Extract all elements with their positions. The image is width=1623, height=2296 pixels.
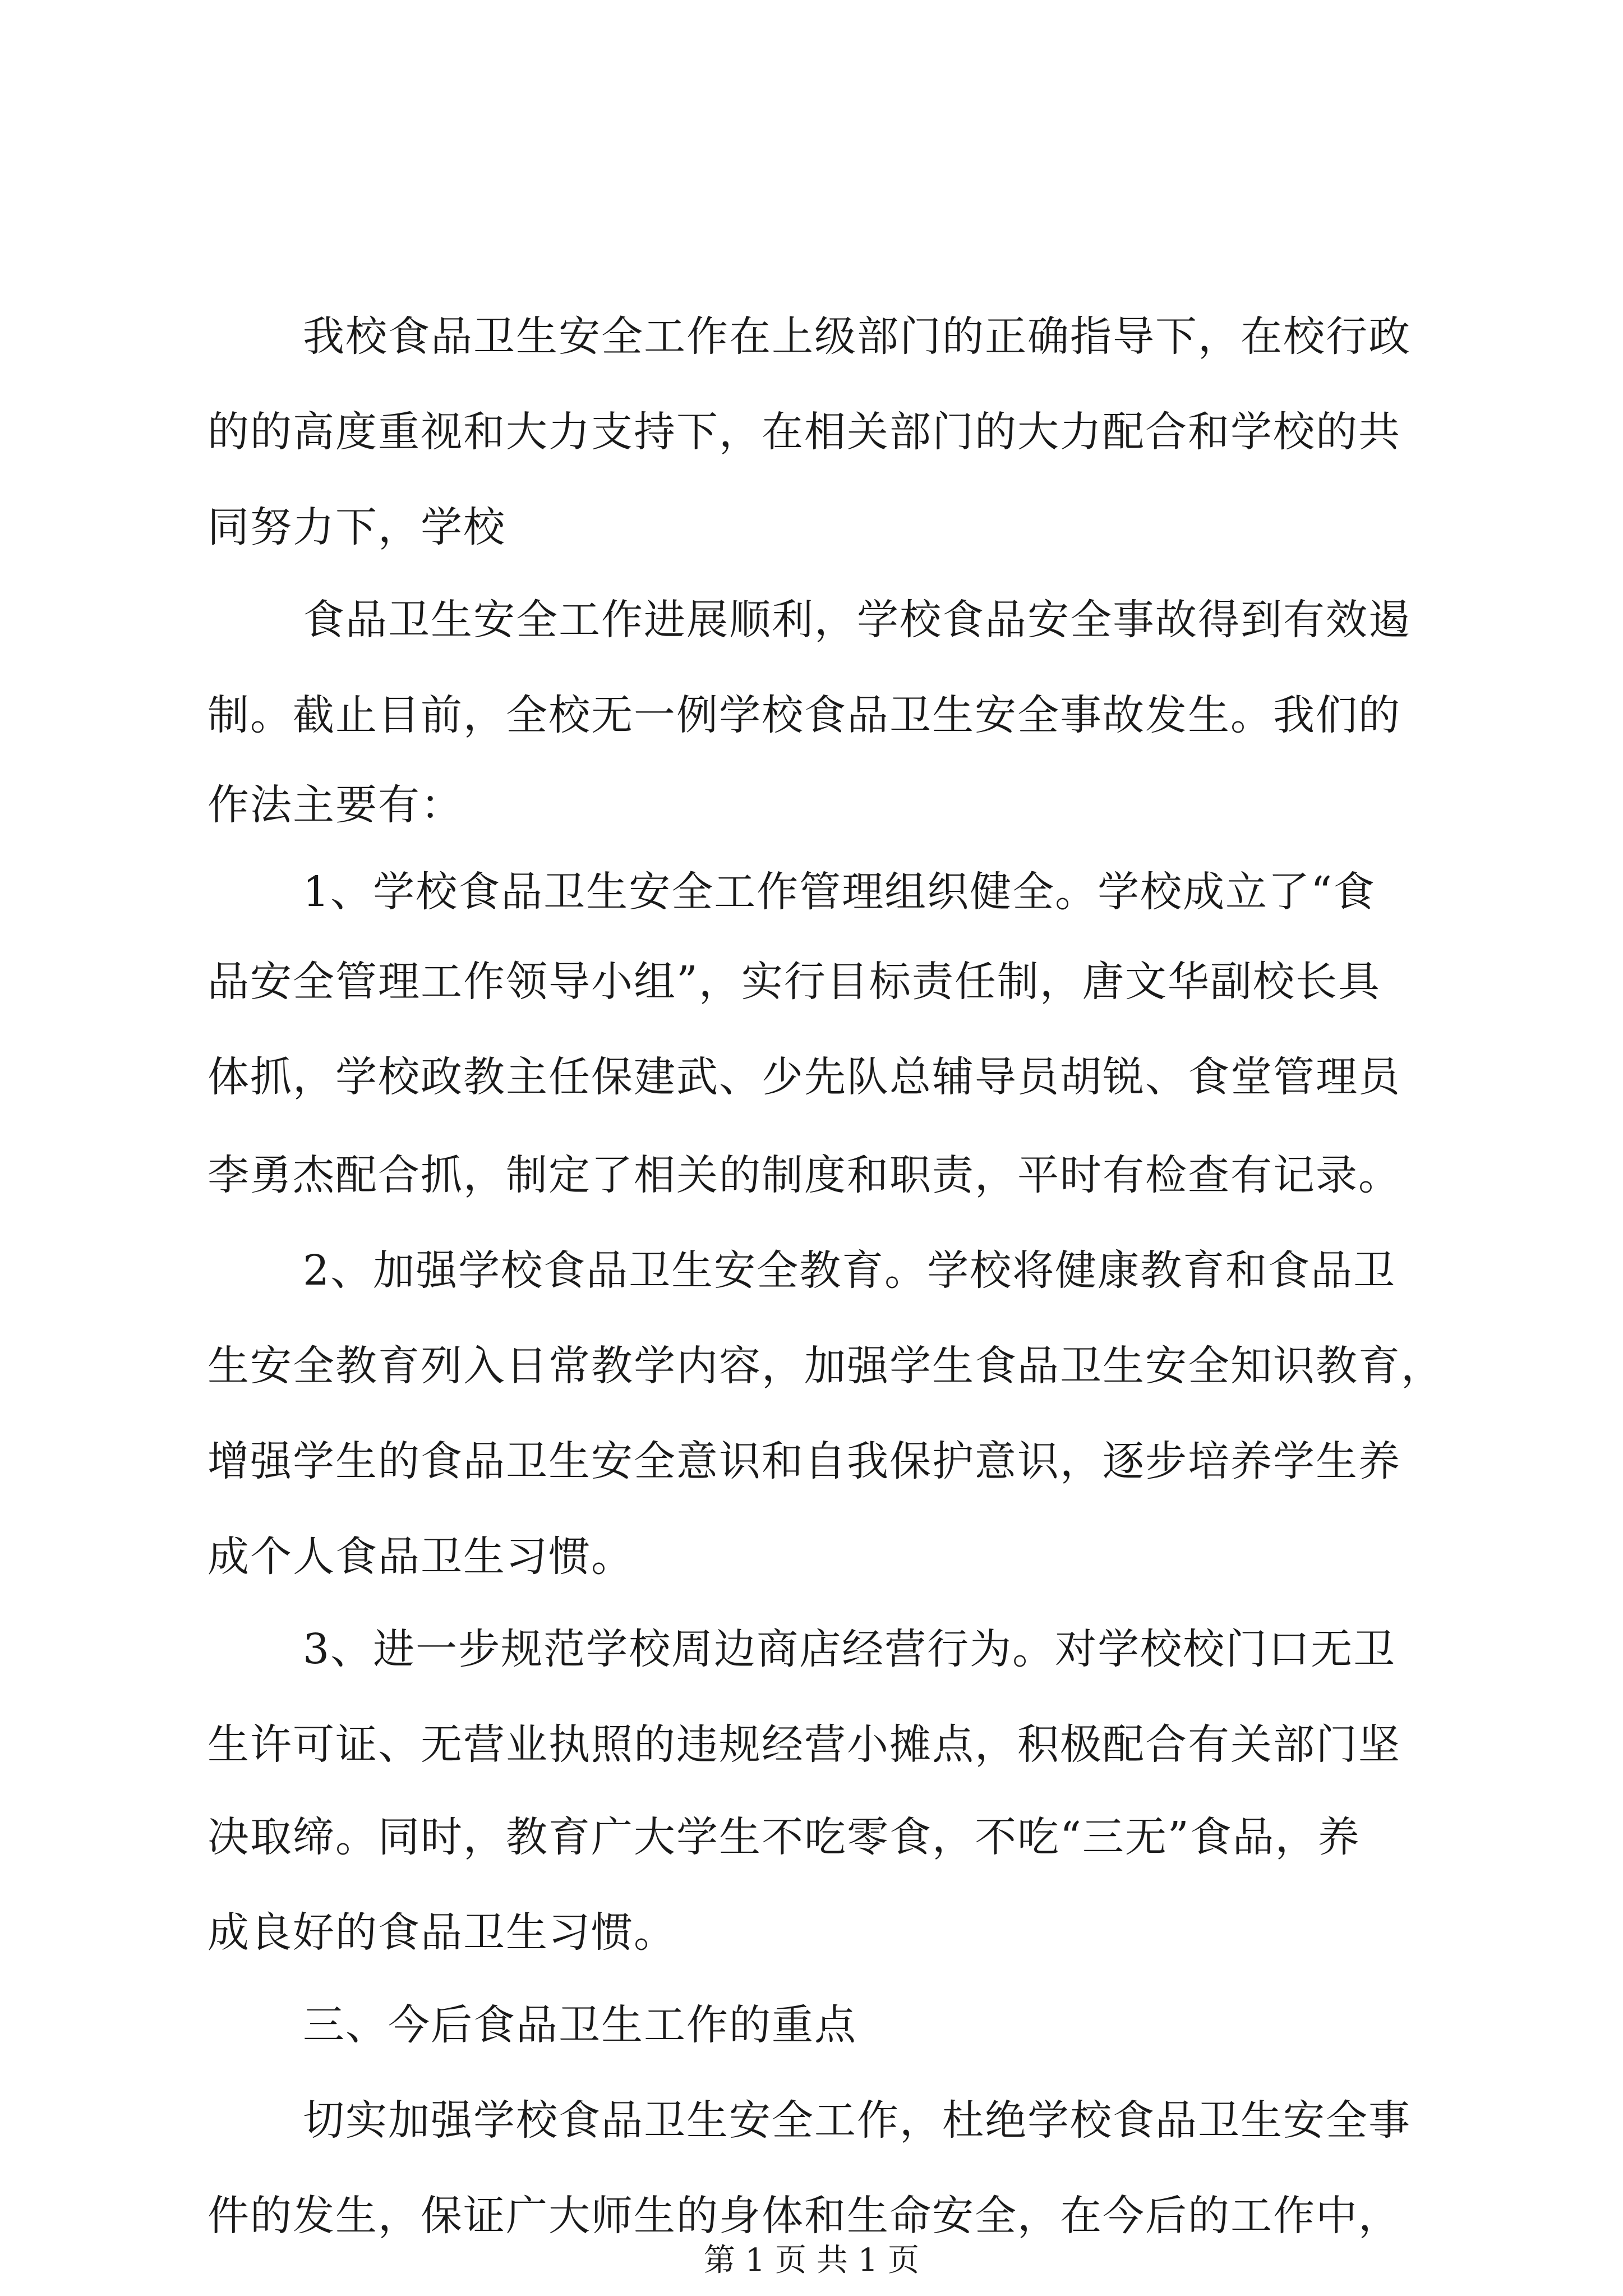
text-line: 决取缔。同时，教育广大学生不吃零食，不吃“三无”食品，养	[208, 1813, 1361, 1861]
text-line: 成个人食品卫生习惯。	[208, 1533, 634, 1581]
page-footer: 第 1 页 共 1 页	[703, 2242, 920, 2279]
text-line: 件的发生，保证广大师生的身体和生命安全，在今后的工作中，	[208, 2192, 1401, 2240]
text-line: 2、加强学校食品卫生安全教育。学校将健康教育和食品卫	[303, 1246, 1396, 1295]
text-line: 切实加强学校食品卫生安全工作，杜绝学校食品卫生安全事	[303, 2096, 1411, 2145]
text-line: 3、进一步规范学校周边商店经营行为。对学校校门口无卫	[303, 1625, 1396, 1673]
section-heading: 三、今后食品卫生工作的重点	[303, 2001, 857, 2049]
text-line: 成良好的食品卫生习惯。	[208, 1908, 676, 1957]
text-line: 增强学生的食品卫生安全意识和自我保护意识，逐步培养学生养	[208, 1437, 1401, 1485]
text-line: 1、学校食品卫生安全工作管理组织健全。学校成立了“食	[303, 868, 1376, 916]
text-line: 李勇杰配合抓，制定了相关的制度和职责，平时有检查有记录。	[208, 1151, 1401, 1199]
text-line: 生许可证、无营业执照的违规经营小摊点，积极配合有关部门坚	[208, 1720, 1401, 1769]
text-line: 品安全管理工作领导小组”，实行目标责任制，唐文华副校长具	[208, 958, 1381, 1006]
text-line: 生安全教育列入日常教学内容，加强学生食品卫生安全知识教育，	[208, 1342, 1444, 1390]
text-line: 作法主要有：	[208, 781, 463, 829]
text-line: 食品卫生安全工作进展顺利，学校食品安全事故得到有效遏	[303, 596, 1411, 644]
text-line: 制。截止目前，全校无一例学校食品卫生安全事故发生。我们的	[208, 691, 1401, 739]
text-line: 同努力下，学校	[208, 503, 506, 551]
text-line: 体抓，学校政教主任保建武、少先队总辅导员胡锐、食堂管理员	[208, 1053, 1401, 1101]
text-line: 的的高度重视和大力支持下，在相关部门的大力配合和学校的共	[208, 408, 1401, 456]
text-line: 我校食品卫生安全工作在上级部门的正确指导下，在校行政	[303, 312, 1411, 361]
